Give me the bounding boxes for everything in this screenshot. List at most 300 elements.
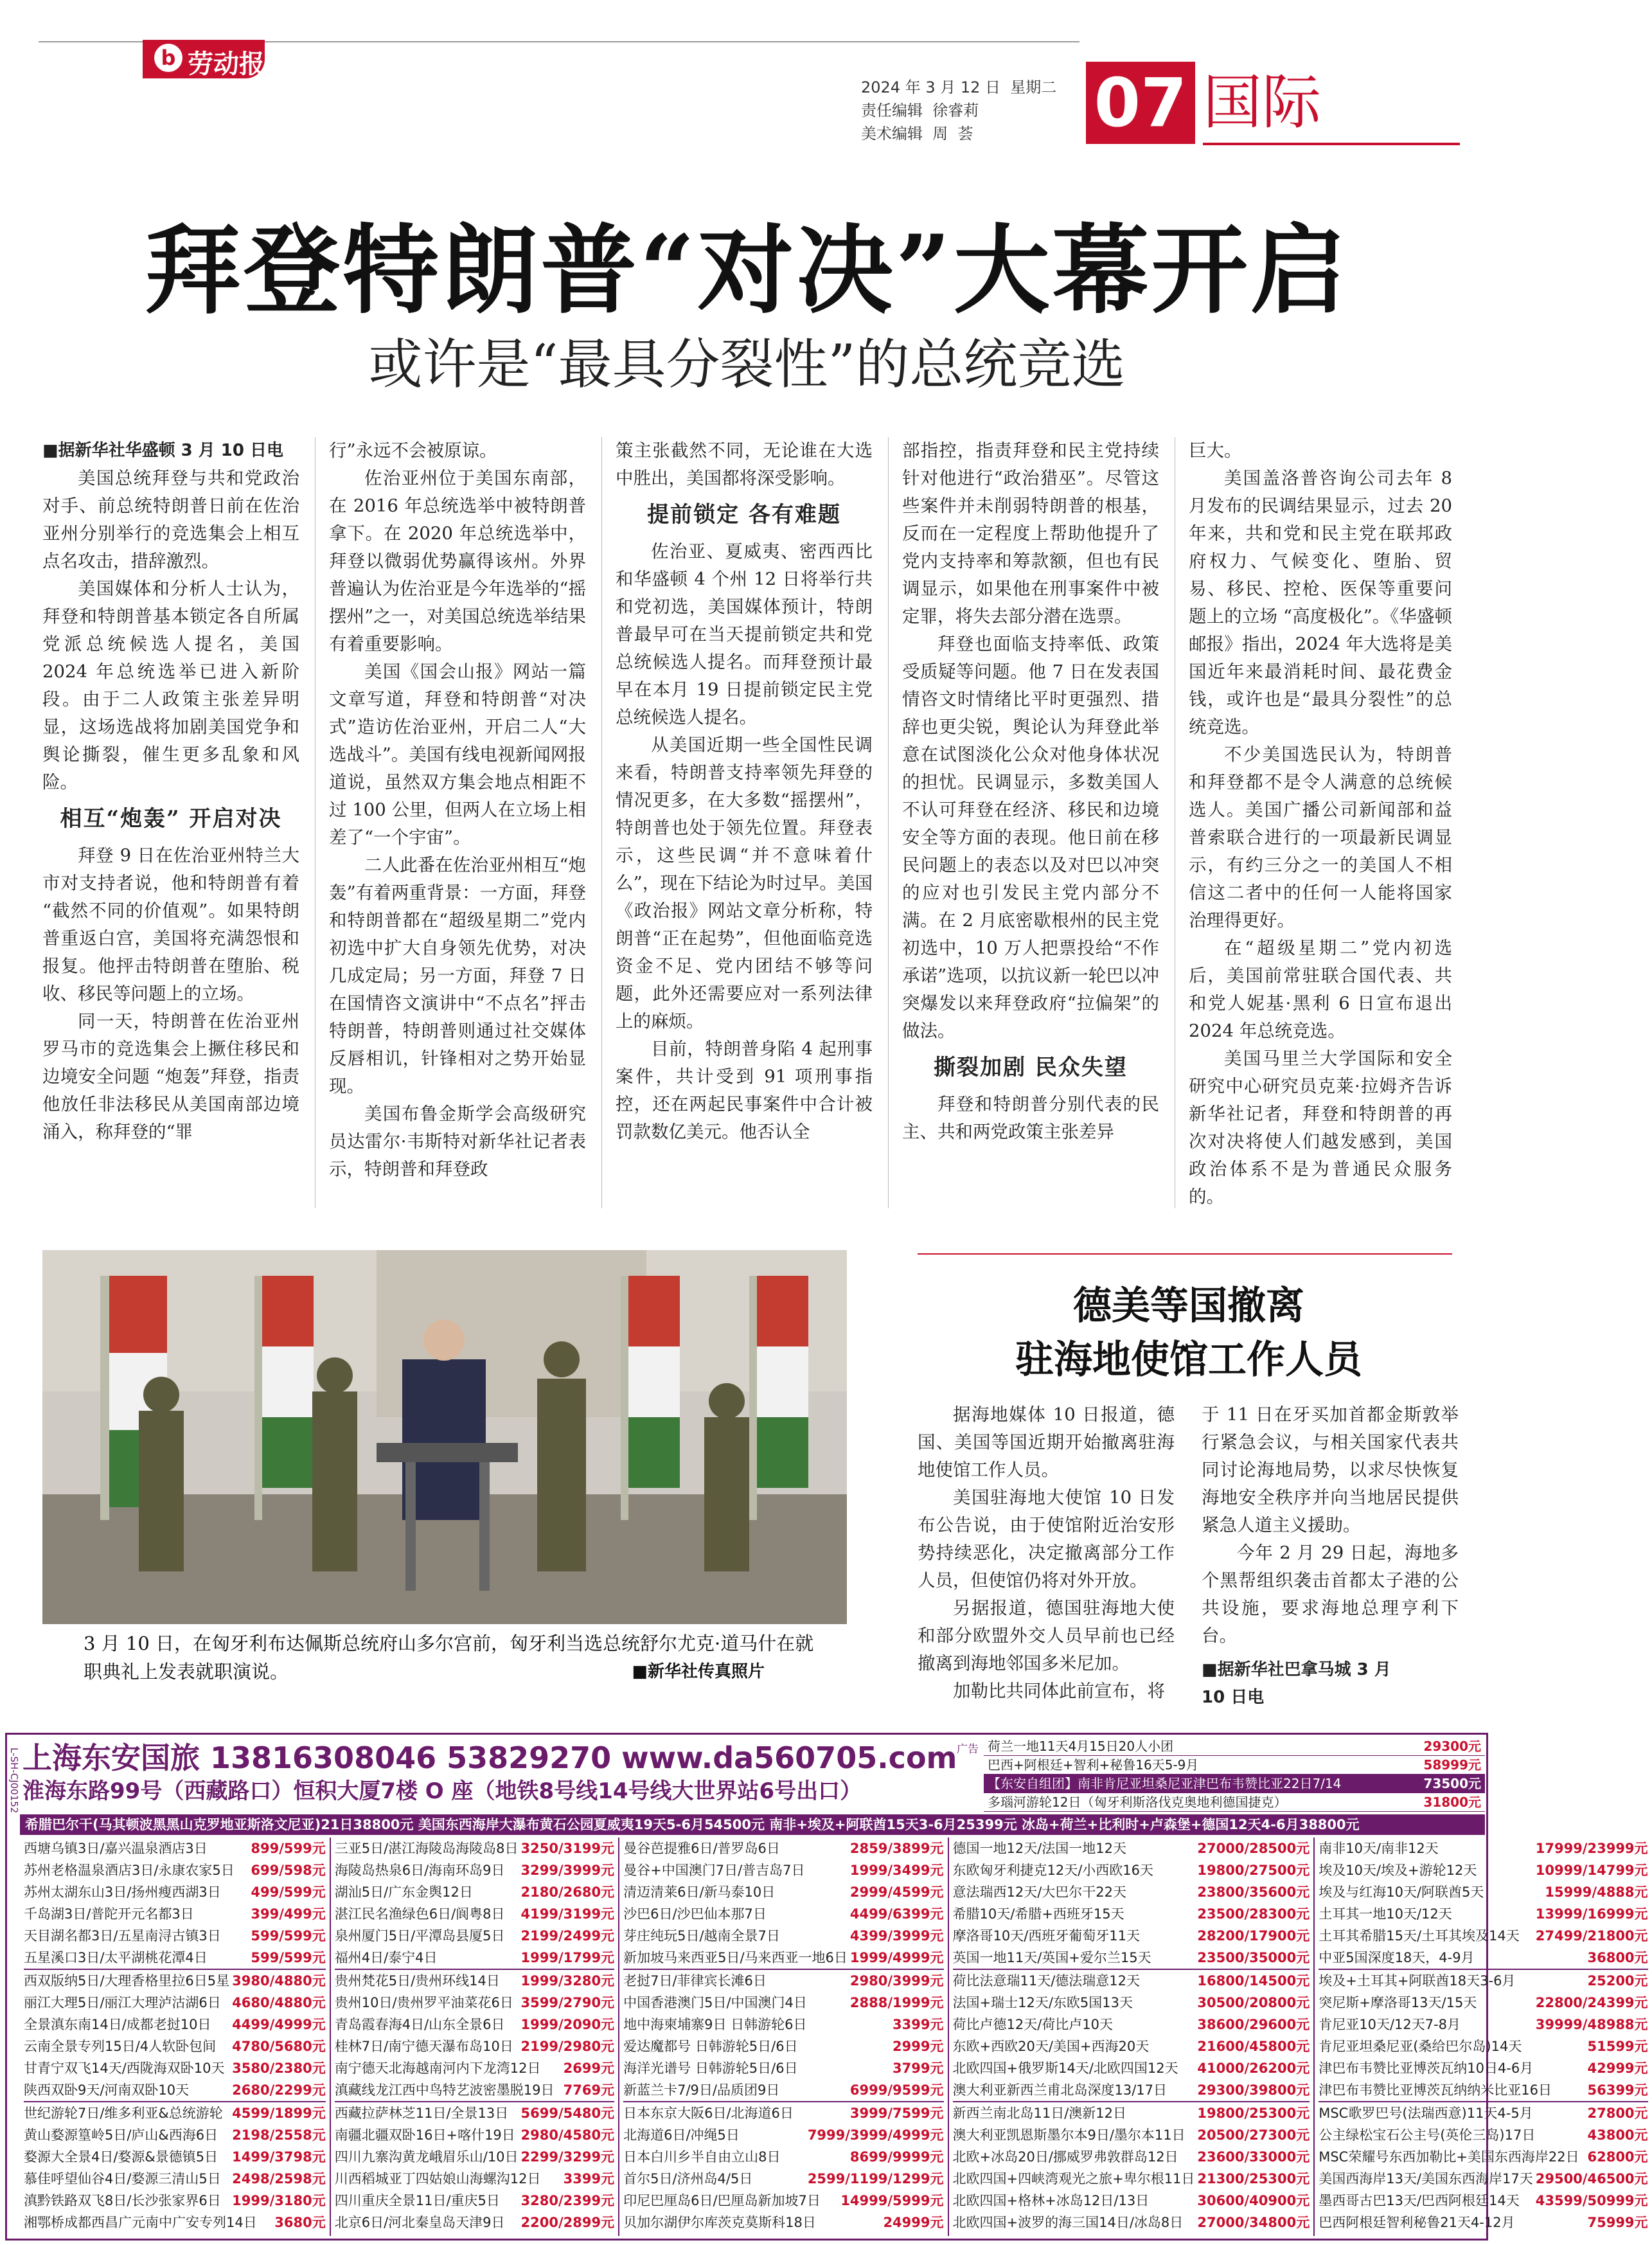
ad-column — [948, 1838, 1314, 2236]
ad-row — [623, 1838, 943, 1859]
route-name: 北欧四国+波罗的海三国14日/冰岛8日 — [952, 2215, 1184, 2230]
route-price: 3580/2380元 — [232, 2061, 326, 2076]
route-price: 5699/5480元 — [520, 2106, 615, 2121]
route-price: 43800元 — [1587, 2127, 1648, 2143]
ad-row — [623, 2014, 943, 2035]
route-name: 南疆北疆双卧16日+喀什19日 — [334, 2127, 515, 2143]
route-name: 津巴布韦赞比亚博茨瓦纳10日4-6月 — [1319, 2061, 1534, 2076]
route-name: 希腊10天/希腊+西班牙15天 — [952, 1906, 1124, 1922]
route-name: 新西兰南北岛11日/澳新12日 — [952, 2106, 1127, 2121]
route-price: 3399元 — [893, 2017, 944, 2032]
ad-row — [1319, 2014, 1648, 2035]
tour-price: 29300元 — [1423, 1739, 1481, 1754]
ad-row — [623, 1992, 943, 2014]
ad-column — [1313, 1838, 1651, 2236]
ad-row — [1319, 2079, 1648, 2102]
side-title-line-1: 德美等国撤离 — [1073, 1283, 1304, 1328]
route-name: 婺源大全景4日/婺源&景德镇5日 — [24, 2149, 218, 2165]
route-name: 滇黔铁路双飞8日/长沙张家界6日 — [24, 2193, 221, 2208]
route-name: 全景滇东南14日/成都老挝10日 — [24, 2017, 211, 2032]
newspaper-logo — [143, 40, 265, 78]
side-title-line-2: 驻海地使馆工作人员 — [1015, 1337, 1362, 1382]
ad-row — [1319, 2057, 1648, 2079]
route-name: 美国西海岸13天/美国东西海岸17天 — [1319, 2171, 1533, 2187]
ad-row — [335, 2079, 614, 2102]
ad-row — [24, 2124, 326, 2146]
route-price: 14999/5999元 — [840, 2193, 944, 2208]
art-editor: 美术编辑 周 荟 — [861, 125, 973, 143]
route-name: 北欧四国+俄罗斯14天/北欧四国12天 — [952, 2061, 1178, 2076]
route-name: 地中海柬埔寨9日 日韩游轮6日 — [623, 2017, 807, 2032]
ad-row — [335, 2190, 614, 2212]
featured-tour-row — [984, 1793, 1485, 1812]
route-price: 6999/9599元 — [849, 2082, 944, 2098]
route-price: 19800/25300元 — [1197, 2106, 1310, 2121]
ad-row — [953, 1838, 1310, 1859]
ad-row — [24, 1970, 326, 1992]
route-name: 荷比法意瑞11天/德法瑞意12天 — [952, 1973, 1141, 1989]
side-story-credit-line-1: ■据新华社巴拿马城 3 月 — [1202, 1660, 1391, 1679]
article-column-1 — [42, 437, 299, 1146]
ad-row — [953, 2079, 1310, 2102]
tour-name: 多瑙河游轮12日（匈牙利斯洛伐克奥地利德国捷克） — [988, 1794, 1287, 1810]
route-name: 福州4日/泰宁4日 — [334, 1950, 438, 1965]
ad-row — [1319, 1947, 1648, 1970]
route-price: 699/598元 — [251, 1863, 326, 1878]
article-paragraph: 在“超级星期二”党内初选后，美国前常驻联合国代表、共和党人妮基·黑利 6 日宣布退出 2024 年总统竞选。 — [1189, 938, 1452, 1041]
responsible-editor: 责任编辑 徐睿莉 — [861, 102, 979, 120]
section-title: 国际 — [1203, 68, 1322, 137]
route-price: 36800元 — [1587, 1950, 1648, 1965]
ad-row — [24, 1881, 326, 1903]
route-name: 东欧匈牙利捷克12天/小西欧16天 — [952, 1863, 1154, 1878]
route-name: 肯尼亚坦桑尼亚(桑给巴尔岛)14天 — [1319, 2039, 1522, 2054]
tour-name: 【东安自组团】南非肯尼亚坦桑尼亚津巴布韦赞比亚22日7/14 — [988, 1776, 1342, 1791]
route-price: 23800/35600元 — [1197, 1884, 1310, 1900]
route-price: 3799元 — [893, 2061, 944, 2076]
route-price: 3599/2790元 — [520, 1995, 615, 2010]
inauguration-photo — [42, 1250, 847, 1624]
article-column-2 — [329, 437, 586, 1183]
route-price: 7999/3999/4999元 — [807, 2127, 944, 2143]
route-price: 4399/3999元 — [849, 1928, 944, 1944]
side-story-credit-line-2: 10 日电 — [1202, 1688, 1265, 1707]
route-name: 曼谷芭提雅6日/普罗岛6日 — [623, 1841, 780, 1856]
route-name: 北海道6日/冲绳5日 — [623, 2127, 740, 2143]
article-paragraph: 佐治亚州位于美国东南部，在 2016 年总统选举中被特朗普拿下。在 2020 年总统选举中，拜登以微弱优势赢得该州。外界普遍认为佐治亚是今年选举的“摇摆州”之一，对美国总统选举结果有着重要影响。 — [329, 468, 586, 654]
ad-row — [953, 1881, 1310, 1903]
route-price: 21600/45800元 — [1197, 2039, 1310, 2054]
ad-row — [623, 2168, 943, 2190]
article-paragraph: 另据报道，德国驻海地大使和部分欧盟外交人员早前也已经撤离到海地邻国多米尼加。 — [918, 1598, 1175, 1674]
route-price: 27800元 — [1587, 2106, 1648, 2121]
route-price: 41000/26200元 — [1197, 2061, 1310, 2076]
ad-row — [1319, 2124, 1648, 2146]
route-price: 2680/2299元 — [232, 2082, 326, 2098]
route-name: 云南全景专列15日/4人软卧包间 — [24, 2039, 217, 2054]
route-price: 25200元 — [1587, 1973, 1648, 1989]
route-price: 3980/4880元 — [232, 1973, 326, 1989]
ad-row — [1319, 2168, 1648, 2190]
side-story-left-column — [918, 1401, 1175, 1705]
route-name: 爱达魔都号 日韩游轮5日/6日 — [623, 2039, 798, 2054]
ad-row — [24, 1947, 326, 1970]
article-paragraph: 从美国近期一些全国性民调来看，特朗普支持率领先拜登的情况更多，在大多数“摇摆州”，特朗普也处于领先位置。拜登表示，这些民调“并不意味着什么”，现在下结论为时过早。美国《政治报》网站文章分析称，特朗普“正在起势”，但他面临竞选资金不足、党内团结不够等问题，此外还需要应对一系列法律上的麻烦。 — [616, 735, 873, 1032]
ad-row — [24, 1925, 326, 1947]
section-heading-2: 提前锁定 各有难题 — [647, 502, 841, 528]
article-column-3 — [616, 437, 873, 1146]
article-paragraph: 策主张截然不同，无论谁在大选中胜出，美国都将深受影响。 — [616, 440, 873, 488]
route-name: 墨西哥古巴13天/巴西阿根廷14天 — [1319, 2193, 1520, 2208]
ad-row — [335, 1881, 614, 1903]
ad-row — [1319, 1903, 1648, 1925]
ad-row — [1319, 1970, 1648, 1992]
route-name: 土耳其一地10天/12天 — [1319, 1906, 1452, 1922]
article-paragraph: 拜登 9 日在佐治亚州特兰大市对支持者说，他和特朗普有着 “截然不同的价值观”。如果特朗普重返白宫，美国将充满怨恨和报复。他抨击特朗普在堕胎、税收、移民等问题上的立场。 — [42, 845, 299, 1004]
route-name: 湛江民名渔绿色6日/阆粤8日 — [334, 1906, 505, 1922]
route-name: 老挝7日/菲律宾长滩6日 — [623, 1973, 767, 1989]
column-divider — [601, 437, 602, 1208]
ad-price-table — [20, 1838, 1648, 2236]
route-name: 津巴布韦赞比亚博茨瓦纳纳米比亚16日 — [1319, 2082, 1552, 2098]
ad-row — [1319, 2102, 1648, 2124]
route-price: 28200/17900元 — [1197, 1928, 1310, 1944]
route-name: 丽江大理5日/丽江大理泸沽湖6日 — [24, 1995, 221, 2010]
route-name: 沙巴6日/沙巴仙本那7日 — [623, 1906, 767, 1922]
logo-badge-icon: b — [154, 44, 182, 72]
route-price: 56399元 — [1587, 2082, 1648, 2098]
route-name: 青岛霞春海4日/山东全景6日 — [334, 2017, 505, 2032]
ad-row — [335, 2146, 614, 2168]
featured-tour-row — [984, 1756, 1485, 1775]
travel-advertisement — [5, 1733, 1648, 2241]
route-name: 突尼斯+摩洛哥13天/15天 — [1319, 1995, 1477, 2010]
route-price: 2699元 — [563, 2061, 615, 2076]
section-heading-1: 相互“炮轰” 开启对决 — [60, 806, 282, 832]
article-paragraph: 美国媒体和分析人士认为，拜登和特朗普基本锁定各自所属党派总统候选人提名，美国 2024 年总统选举已进入新阶段。由于二人政策主张差异明显，这场选战将加剧美国党争和舆论撕裂，催生更多乱象和风险。 — [42, 578, 299, 792]
article-column-4 — [902, 437, 1159, 1146]
route-name: 南宁德天北海越南河内下龙湾12日 — [334, 2061, 541, 2076]
route-price: 39999/48988元 — [1535, 2017, 1648, 2032]
route-name: 荷比卢德12天/荷比卢10天 — [952, 2017, 1114, 2032]
route-price: 19800/27500元 — [1197, 1863, 1310, 1878]
route-price: 17999/23999元 — [1535, 1841, 1648, 1856]
ad-row — [953, 1903, 1310, 1925]
route-price: 599/599元 — [251, 1950, 326, 1965]
ad-row — [953, 2146, 1310, 2168]
ad-row — [623, 2035, 943, 2057]
route-price: 8699/9999元 — [849, 2149, 944, 2165]
route-price: 4199/3199元 — [520, 1906, 615, 1922]
ad-row — [1319, 1859, 1648, 1881]
ad-row — [335, 1992, 614, 2014]
ad-row — [24, 2102, 326, 2124]
logo-text: 劳动报 — [188, 49, 265, 79]
route-name: 南非10天/南非12天 — [1319, 1841, 1439, 1856]
ad-featured-tours — [984, 1737, 1485, 1812]
ad-row — [1319, 1838, 1648, 1859]
route-name: 桂林7日/南宁德天瀑布岛10日 — [334, 2039, 513, 2054]
ad-row — [24, 2168, 326, 2190]
route-name: 贵州10日/贵州罗平油菜花6日 — [334, 1995, 513, 2010]
route-price: 2980/4580元 — [520, 2127, 615, 2143]
route-price: 899/599元 — [251, 1841, 326, 1856]
ad-row — [24, 1859, 326, 1881]
ad-row — [953, 1992, 1310, 2014]
ad-row — [24, 2079, 326, 2102]
route-price: 75999元 — [1587, 2215, 1648, 2230]
route-name: 贵州梵花5日/贵州环线14日 — [334, 1973, 500, 1989]
tour-name: 巴西+阿根廷+智利+秘鲁16天5-9月 — [988, 1757, 1199, 1773]
ad-column — [20, 1838, 330, 2236]
route-price: 1999/1799元 — [520, 1950, 615, 1965]
route-name: 泉州厦门5日/平潭岛县厦5日 — [334, 1928, 505, 1944]
photo-credit: ■新华社传真照片 — [632, 1662, 765, 1681]
route-price: 599/599元 — [251, 1928, 326, 1944]
ad-row — [24, 2014, 326, 2035]
route-price: 2980/3999元 — [849, 1973, 944, 1989]
route-name: MSC荣耀号东西加勒比+美国东西海岸22日 — [1319, 2149, 1579, 2165]
article-paragraph: 目前，特朗普身陷 4 起刑事案件，共计受到 91 项刑事指控，还在两起民事案件中合计被罚款数亿美元。他否认全 — [616, 1039, 873, 1142]
ad-row — [623, 2212, 943, 2233]
ad-column — [330, 1838, 618, 2236]
ad-row — [623, 1970, 943, 1992]
article-paragraph: 同一天，特朗普在佐治亚州罗马市的竞选集会上撅住移民和边境安全问题 “炮轰”拜登，指责他放任非法移民从美国南部边境涌入，称拜登的“罪 — [42, 1011, 299, 1142]
article-paragraph: 于 11 日在牙买加首都金斯敦举行紧急会议，与相关国家代表共同讨论海地局势，以求尽快恢复海地安全秩序并向当地居民提供紧急人道主义援助。 — [1202, 1404, 1459, 1535]
tour-price: 58999元 — [1423, 1757, 1481, 1773]
article-column-5 — [1189, 437, 1452, 1211]
route-price: 16800/14500元 — [1197, 1973, 1310, 1989]
route-price: 27000/34800元 — [1197, 2215, 1310, 2230]
ad-row — [623, 2057, 943, 2079]
route-name: 海陵岛热泉6日/海南环岛9日 — [334, 1863, 505, 1878]
article-paragraph: 行”永远不会被原谅。 — [329, 440, 497, 461]
route-name: 东欧+西欧20天/美国+西海20天 — [952, 2039, 1150, 2054]
col1b-paras — [42, 842, 299, 1146]
ad-row — [335, 1947, 614, 1970]
ad-row — [953, 1925, 1310, 1947]
caption-line-2 — [84, 1658, 842, 1686]
ad-row — [953, 2014, 1310, 2035]
route-price: 1999/3499元 — [849, 1863, 944, 1878]
route-price: 2999元 — [893, 2039, 944, 2054]
route-name: 巴西阿根廷智利秘鲁21天4-12月 — [1319, 2215, 1515, 2230]
ad-row — [335, 2102, 614, 2124]
ad-row — [953, 2057, 1310, 2079]
ad-row — [1319, 2190, 1648, 2212]
section-underline — [1203, 143, 1460, 145]
route-price: 13999/16999元 — [1535, 1906, 1648, 1922]
route-price: 2498/2598元 — [232, 2171, 326, 2187]
route-name: 海洋光谱号 日韩游轮5日/6日 — [623, 2061, 798, 2076]
section-heading-3: 撕裂加剧 民众失望 — [934, 1055, 1128, 1080]
route-name: 苏州老格温泉酒店3日/永康农家5日 — [24, 1863, 235, 1878]
article-paragraph: 加勒比共同体此前宣布，将 — [953, 1681, 1165, 1701]
route-price: 23500/35000元 — [1197, 1950, 1310, 1965]
route-price: 3299/3999元 — [520, 1863, 615, 1878]
route-name: 慕佳呼望仙谷4日/婺源三清山5日 — [24, 2171, 221, 2187]
route-price: 399/499元 — [251, 1906, 326, 1922]
ad-row — [335, 2014, 614, 2035]
ad-row — [623, 1859, 943, 1881]
ad-row — [335, 1925, 614, 1947]
route-name: 埃及与红海10天/阿联酋5天 — [1319, 1884, 1484, 1900]
article-paragraph: 美国马里兰大学国际和安全研究中心研究员克莱·拉姆齐告诉新华社记者，拜登和特朗普的再次对决将使人们越发感到，美国政治体系不是为普通民众服务的。 — [1189, 1048, 1452, 1207]
ad-row — [623, 1925, 943, 1947]
ad-row — [953, 2168, 1310, 2190]
ad-row — [335, 2168, 614, 2190]
article-paragraph: 今年 2 月 29 日起，海地多个黑帮组织袭击首都太子港的公共设施，要求海地总理亨利下台。 — [1202, 1543, 1459, 1646]
route-name: 苏州太湖东山3日/扬州瘦西湖3日 — [24, 1884, 221, 1900]
route-name: 澳大利亚新西兰甫北岛深度13/17日 — [952, 2082, 1168, 2098]
route-price: 43599/50999元 — [1535, 2193, 1648, 2208]
main-subheadline: 或许是“最具分裂性”的总统竞选 — [368, 333, 1126, 396]
route-price: 27499/21800元 — [1535, 1928, 1648, 1944]
route-price: 30500/20800元 — [1197, 1995, 1310, 2010]
ad-column — [618, 1838, 947, 2236]
ad-row — [335, 1903, 614, 1925]
route-name: 滇藏线龙江西中鸟特艺波密墨脱19日 — [334, 2082, 555, 2098]
ad-row — [335, 2212, 614, 2233]
route-name: 陕西双卧9天/河南双卧10天 — [24, 2082, 190, 2098]
route-price: 3999/7599元 — [849, 2106, 944, 2121]
tour-price: 31800元 — [1423, 1794, 1481, 1810]
route-name: 摩洛哥10天/西班牙葡萄牙11天 — [952, 1928, 1141, 1944]
ad-row — [953, 1970, 1310, 1992]
route-name: 中国香港澳门5日/中国澳门4日 — [623, 1995, 807, 2010]
article-paragraph: 部指控，指责拜登和民主党持续针对他进行“政治猎巫”。尽管这些案件并未削弱特朗普的根基，反而在一定程度上帮助他提升了党内支持率和筹款额，但也有民调显示，如果他在刑事案件中被定罪，将失去部分潜在选票。 — [902, 440, 1159, 627]
ad-row — [335, 2057, 614, 2079]
route-name: 湖汕5日/广东金舆12日 — [334, 1884, 473, 1900]
route-name: 川西稻城亚丁四姑娘山海螺沟12日 — [334, 2171, 541, 2187]
route-name: MSC歌罗巴号(法瑞西意)11天4-5月 — [1319, 2106, 1533, 2121]
route-name: 天目湖名都3日/五星南浔古镇3日 — [24, 1928, 221, 1944]
featured-tour-row — [984, 1737, 1485, 1756]
route-name: 北欧+冰岛20日/挪威罗弗敦群岛12日 — [952, 2149, 1178, 2165]
featured-tour-row — [984, 1775, 1485, 1793]
route-price: 2180/2680元 — [520, 1884, 615, 1900]
ad-row — [1319, 1925, 1648, 1947]
ad-side-tag: L-SH-CJ00152 — [8, 1748, 20, 1814]
route-price: 2859/3899元 — [849, 1841, 944, 1856]
route-price: 2299/3299元 — [520, 2149, 615, 2165]
ad-row — [24, 1838, 326, 1859]
ad-row — [623, 1881, 943, 1903]
ad-row — [24, 1903, 326, 1925]
ad-row — [1319, 1881, 1648, 1903]
route-price: 10999/14799元 — [1535, 1863, 1648, 1878]
route-name: 西塘乌镇3日/嘉兴温泉酒店3日 — [24, 1841, 208, 1856]
ad-row — [1319, 2035, 1648, 2057]
route-name: 千岛湖3日/普陀开元名都3日 — [24, 1906, 194, 1922]
ad-row — [953, 1859, 1310, 1881]
ad-row — [1319, 2212, 1648, 2233]
route-name: 四川九寨沟黄龙峨眉乐山/10日 — [334, 2149, 519, 2165]
ad-banner: 希腊巴尔干(马其顿波黑黑山克罗地亚斯洛文尼亚)21日38800元 美国东西海岸大瀑布黄石公园夏威夷19天5-6月54500元 南非+埃及+阿联酋15天3-6月25399元 冰岛+荷兰+比利时+卢森堡+德国12天4-6月38800元 — [20, 1814, 1485, 1835]
route-name: 日本东京大阪6日/北海道6日 — [623, 2106, 794, 2121]
route-price: 4599/1899元 — [232, 2106, 326, 2121]
route-price: 24999元 — [883, 2215, 944, 2230]
route-name: 日本白川乡半自由立山8日 — [623, 2149, 781, 2165]
ad-row — [623, 2079, 943, 2102]
article-paragraph: 佐治亚、夏威夷、密西西比和华盛顿 4 个州 12 日将举行共和党初选，美国媒体预计，特朗普最早可在当天提前锁定共和党总统候选人提名。而拜登预计最早在本月 19 日提前锁定民主党总统候选人提名。 — [616, 541, 873, 728]
route-price: 29500/46500元 — [1535, 2171, 1648, 2187]
route-price: 20500/27300元 — [1197, 2127, 1310, 2143]
ad-row — [24, 2190, 326, 2212]
route-name: 五星溪口3日/太平湖桃花潭4日 — [24, 1950, 208, 1965]
route-price: 4499/4999元 — [232, 2017, 326, 2032]
route-price: 2198/2558元 — [232, 2127, 326, 2143]
route-price: 3399元 — [563, 2171, 615, 2187]
route-price: 15999/4888元 — [1545, 1884, 1648, 1900]
ad-row — [335, 2124, 614, 2146]
ad-row — [335, 2035, 614, 2057]
col1-paras — [42, 465, 299, 796]
article-paragraph: 美国总统拜登与共和党政治对手、前总统特朗普日前在佐治亚州分别举行的竞选集会上相互点名攻击，措辞激烈。 — [42, 468, 299, 571]
route-name: 法国+瑞士12天/东欧5国13天 — [952, 1995, 1133, 2010]
article-paragraph: 二人此番在佐治亚州相互“炮轰”有着两重背景：一方面，拜登和特朗普都在“超级星期二”党内初选中扩大自身领先优势，对决几成定局；另一方面，拜登 7 日在国情咨文演讲中“不点名”抨击特朗普，特朗普则通过社交媒体反唇相讥，针锋相对之势开始显现。 — [329, 855, 586, 1096]
route-price: 4499/6399元 — [849, 1906, 944, 1922]
side-story-title — [925, 1279, 1452, 1387]
route-name: 清迈清莱6日/新马泰10日 — [623, 1884, 776, 1900]
route-price: 27000/28500元 — [1197, 1841, 1310, 1856]
route-name: 德国一地12天/法国一地12天 — [952, 1841, 1127, 1856]
route-name: 四川重庆全景11日/重庆5日 — [334, 2193, 500, 2208]
route-price: 1999/2090元 — [520, 2017, 615, 2032]
article-paragraph: 拜登也面临支持率低、政策受质疑等问题。他 7 日在发表国情咨文时情绪比平时更强烈、措辞也更尖锐，舆论认为拜登此举意在试图淡化公众对他身体状况的担忧。民调显示，多数美国人不认可拜登在经济、移民和边境安全等方面的表现。他日前在移民问题上的表态以及对巴以冲突的应对也引发民主党内部分不满。在 2 月底密歇根州的民主党初选中，10 万人把票投给“不作承诺”选项，以抗议新一轮巴以冲突爆发以来拜登政府“拉偏架”的做法。 — [902, 634, 1159, 1041]
route-price: 3280/2399元 — [520, 2193, 615, 2208]
column-divider — [888, 437, 889, 1208]
caption-text: 职典礼上发表就职演说。 — [84, 1661, 289, 1683]
ad-row — [1319, 1992, 1648, 2014]
ad-row — [335, 1838, 614, 1859]
route-name: 土耳其希腊15天/土耳其埃及14天 — [1319, 1928, 1520, 1944]
route-price: 4780/5680元 — [232, 2039, 326, 2054]
route-name: 新加坡马来西亚5日/马来西亚一地6日 — [623, 1950, 848, 1965]
route-name: 北京6日/河北秦皇岛天津9日 — [334, 2215, 505, 2230]
route-price: 51599元 — [1587, 2039, 1648, 2054]
route-price: 29300/39800元 — [1197, 2082, 1310, 2098]
route-price: 1999/3180元 — [232, 2193, 326, 2208]
ad-row — [24, 2057, 326, 2079]
article-paragraph: 美国《国会山报》网站一篇文章写道，拜登和特朗普“对决式”造访佐治亚州，开启二人“大选战斗”。美国有线电视新闻网报道说，虽然双方集会地点相距不过 100 公里，但两人在立场上相差了“一个宇宙”。 — [329, 661, 586, 848]
route-price: 22800/24399元 — [1535, 1995, 1648, 2010]
route-price: 2999/4599元 — [849, 1884, 944, 1900]
article-paragraph: 美国布鲁金斯学会高级研究员达雷尔·韦斯特对新华社记者表示，特朗普和拜登政 — [329, 1104, 586, 1179]
ad-row — [335, 1859, 614, 1881]
ad-row — [24, 1992, 326, 2014]
route-price: 23500/28300元 — [1197, 1906, 1310, 1922]
page-number: 07 — [1086, 62, 1195, 144]
ad-address: 淮海东路99号（西藏路口）恒积大厦7楼 O 座（地铁8号线14号线大世界站6号出口） — [22, 1778, 862, 1804]
route-price: 1499/3798元 — [232, 2149, 326, 2165]
ad-row — [953, 2124, 1310, 2146]
route-price: 7769元 — [563, 2082, 615, 2098]
ad-row — [24, 2212, 326, 2233]
ad-row — [623, 2102, 943, 2124]
tour-price: 73500元 — [1423, 1776, 1481, 1791]
route-price: 23600/33000元 — [1197, 2149, 1310, 2165]
ad-row — [953, 2190, 1310, 2212]
route-name: 澳大利亚凯恩斯墨尔本9日/墨尔本11日 — [952, 2127, 1186, 2143]
route-name: 世纪游轮7日/维多利亚&总统游轮 — [24, 2106, 223, 2121]
photo-caption — [84, 1629, 842, 1686]
ad-row — [623, 2146, 943, 2168]
route-name: 西双版纳5日/大理香格里拉6日5星 — [24, 1973, 230, 1989]
article-paragraph: 巨大。 — [1189, 440, 1242, 461]
ad-corner-tag: 广告 — [957, 1743, 979, 1756]
route-name: 肯尼亚10天/12天7-8月 — [1319, 2017, 1461, 2032]
